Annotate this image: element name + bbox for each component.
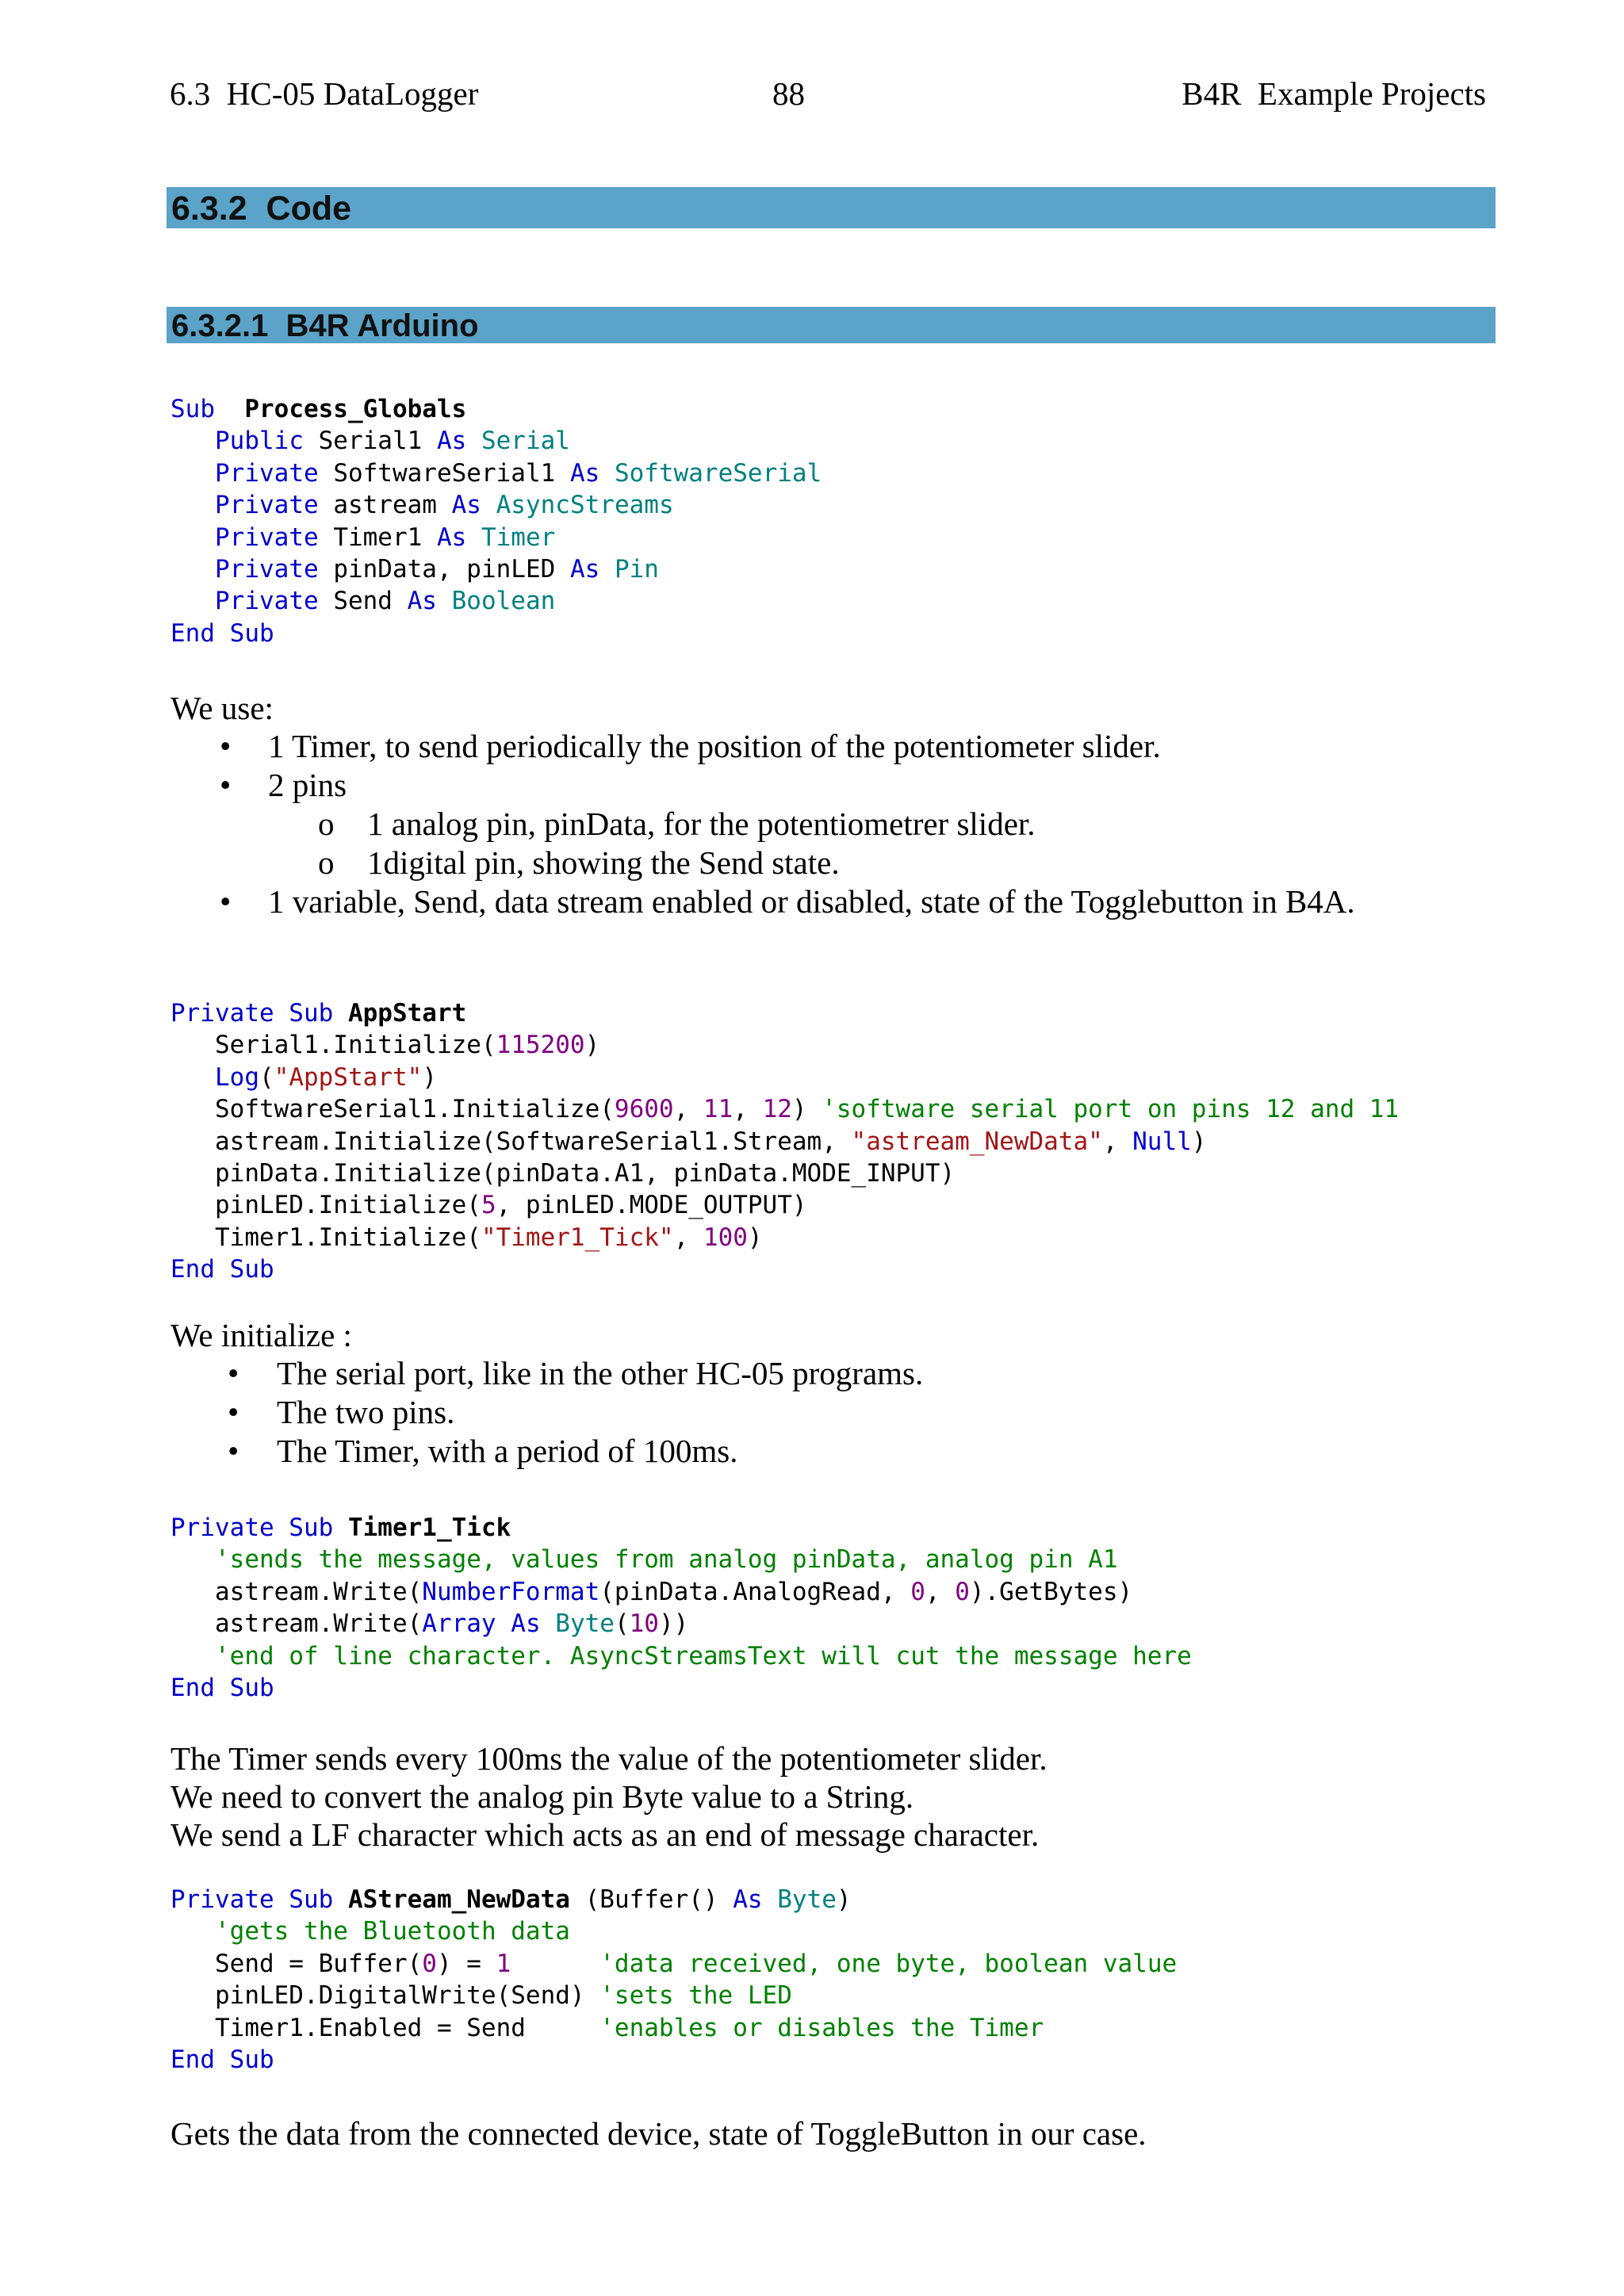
code-token: Process_Globals: [244, 395, 467, 423]
bullet-icon: •: [220, 728, 232, 764]
code-token: Timer1.Initialize(: [170, 1223, 481, 1252]
code-token: AppStart: [347, 999, 467, 1027]
code-token: Array: [422, 1609, 496, 1639]
code-token: AsyncStreams: [496, 491, 674, 520]
code-token: pinLED.DigitalWrite(Send): [170, 1981, 600, 2011]
prose-newdata-explanation: [170, 2114, 1147, 2152]
code-line: [170, 489, 822, 521]
code-token: End Sub: [170, 1673, 274, 1702]
sub-bullet-icon: o: [318, 844, 335, 881]
code-token: SoftwareSerial1: [318, 458, 570, 488]
prose-line: The Timer sends every 100ms the value of the potentiometer slider.: [170, 1740, 1048, 1777]
bullet-text: 2 pins: [268, 767, 347, 803]
code-token: AStream_NewData: [347, 1885, 570, 1914]
code-line: [170, 1512, 1192, 1544]
code-line: [170, 425, 822, 457]
code-token: [496, 1609, 511, 1638]
section-heading-code: 6.3.2 Code: [167, 187, 1496, 228]
prose-line: We need to convert the analog pin Byte value to a String.: [170, 1778, 914, 1815]
code-line: [170, 1672, 1192, 1704]
code-token: Timer1.Enabled = Send: [170, 2013, 600, 2042]
prose-we-initialize: [170, 1316, 924, 1471]
code-token: Log: [215, 1062, 259, 1092]
code-token: 'data received, one byte, boolean value: [599, 1949, 1178, 1978]
header-book-title: B4R Example Projects: [1182, 75, 1486, 112]
bullet-icon: •: [228, 1355, 239, 1391]
code-line: [170, 522, 822, 553]
code-token: 'gets the Bluetooth data: [215, 1917, 570, 1946]
code-token: End Sub: [170, 1255, 274, 1284]
code-token: Byte: [555, 1609, 615, 1639]
code-line: [170, 1093, 1399, 1125]
code-token: NumberFormat: [422, 1577, 600, 1606]
code-token: Private Sub: [170, 1513, 334, 1542]
code-token: 12: [762, 1095, 792, 1124]
code-line: [170, 1253, 1399, 1285]
prose-we-use: [170, 689, 1355, 921]
code-token: (: [259, 1062, 274, 1092]
code-token: Send: [318, 587, 408, 616]
code-line: [170, 393, 822, 425]
code-token: ,: [673, 1223, 703, 1252]
code-token: [333, 999, 348, 1027]
code-token: Private: [215, 587, 319, 616]
sub-bullet-icon: o: [318, 806, 335, 842]
page-header: [170, 75, 1486, 122]
code-token: Pin: [614, 554, 659, 584]
code-token: Timer: [481, 522, 556, 552]
bullet-icon: •: [228, 1433, 239, 1469]
code-token: Private: [215, 554, 319, 584]
code-token: SoftwareSerial1.Initialize(: [170, 1095, 615, 1124]
code-token: SoftwareSerial: [614, 458, 822, 488]
bullet-text: 1 Timer, to send periodically the position of the potentiometer slider.: [268, 728, 1161, 764]
code-token: [170, 427, 215, 455]
code-line: [170, 997, 1399, 1029]
code-line: [170, 1158, 1399, 1189]
code-token: "astream_NewData": [851, 1127, 1103, 1156]
code-token: 1: [496, 1949, 511, 1978]
code-token: ).GetBytes): [969, 1577, 1133, 1606]
code-token: Public: [215, 427, 304, 456]
prose-line: We send a LF character which acts as an end of message character.: [170, 1816, 1040, 1853]
bullet-list: [170, 1354, 924, 1471]
code-block-appstart: [170, 997, 1399, 1286]
code-token: ,: [733, 1095, 763, 1124]
code-token: [333, 1513, 348, 1542]
code-token: 100: [703, 1223, 748, 1252]
code-token: ): [747, 1223, 763, 1252]
code-token: Null: [1132, 1127, 1192, 1156]
code-token: ): [836, 1885, 852, 1914]
code-line: [170, 1948, 1177, 1980]
code-token: astream: [318, 491, 452, 520]
code-token: 'sends the message, values from analog pinData, analog pin A1: [215, 1545, 1118, 1575]
header-section-title: 6.3 HC-05 DataLogger: [170, 75, 479, 112]
code-token: ): [1191, 1127, 1207, 1156]
code-token: Private: [215, 522, 319, 552]
bullet-item: [170, 805, 1036, 844]
code-line: [170, 457, 822, 489]
bullet-text: 1 analog pin, pinData, for the potentiometrer slider.: [367, 806, 1036, 842]
code-token: 'end of line character. AsyncStreamsText will cut the message here: [215, 1641, 1192, 1670]
bullet-icon: •: [220, 883, 232, 920]
code-token: [541, 1609, 556, 1638]
code-token: Private: [215, 458, 319, 488]
code-line: [170, 1915, 1177, 1947]
code-token: ): [791, 1095, 822, 1124]
code-token: 10: [629, 1609, 659, 1639]
code-token: ): [422, 1062, 437, 1092]
bullet-item: [170, 1432, 738, 1471]
code-token: ,: [673, 1095, 703, 1124]
bullet-icon: •: [228, 1394, 239, 1430]
code-token: [170, 523, 215, 552]
code-line: [170, 1544, 1192, 1575]
bullet-text: The serial port, like in the other HC-05 programs.: [277, 1355, 924, 1391]
code-token: "Timer1_Tick": [481, 1223, 674, 1252]
code-block-astream-newdata: [170, 1884, 1177, 2076]
code-line: [170, 1980, 1177, 2011]
code-token: [599, 459, 615, 488]
bullet-list: [170, 727, 1355, 921]
code-line: [170, 1884, 1177, 1915]
code-token: [466, 427, 481, 455]
code-token: [170, 555, 215, 584]
code-line: [170, 1126, 1399, 1158]
code-block-timer1-tick: [170, 1512, 1192, 1704]
prose-timer-explanation: [170, 1739, 1048, 1854]
code-token: astream.Write(: [170, 1577, 423, 1606]
code-token: [599, 555, 615, 584]
code-line: [170, 1608, 1192, 1640]
code-token: Private: [215, 491, 319, 520]
code-token: 5: [481, 1191, 496, 1220]
code-token: (: [614, 1609, 630, 1639]
code-line: [170, 1062, 1399, 1093]
code-token: pinLED.Initialize(: [170, 1191, 481, 1220]
code-block-process-globals: [170, 393, 822, 649]
prose-intro: We use:: [170, 690, 274, 726]
code-token: [437, 587, 452, 615]
code-token: End Sub: [170, 618, 274, 648]
code-token: 0: [910, 1577, 925, 1606]
code-token: astream.Write(: [170, 1609, 423, 1639]
code-token: [170, 587, 215, 615]
code-token: Private Sub: [170, 1885, 334, 1914]
code-token: pinData, pinLED: [318, 554, 570, 584]
code-token: 115200: [496, 1031, 585, 1060]
code-token: [170, 1917, 215, 1946]
code-token: Timer1: [318, 522, 437, 552]
code-token: 11: [703, 1095, 733, 1124]
code-token: As: [407, 587, 437, 616]
code-token: astream.Initialize(SoftwareSerial1.Stream,: [170, 1127, 852, 1156]
bullet-item: [170, 727, 1161, 766]
code-token: 'software serial port on pins 12 and 11: [822, 1095, 1400, 1124]
code-token: As: [569, 554, 600, 584]
code-token: ) =: [436, 1949, 496, 1978]
code-token: ,: [925, 1577, 956, 1606]
bullet-icon: •: [220, 767, 232, 803]
code-token: Send = Buffer(: [170, 1949, 423, 1978]
code-token: As: [569, 458, 600, 488]
code-token: Serial1.Initialize(: [170, 1031, 496, 1060]
bullet-item: [170, 766, 347, 805]
code-token: "AppStart": [274, 1062, 423, 1092]
code-line: [170, 553, 822, 585]
code-token: Boolean: [451, 587, 556, 616]
code-line: [170, 585, 822, 617]
bullet-text: 1 variable, Send, data stream enabled or disabled, state of the Togglebutton in B4A.: [268, 883, 1355, 920]
prose-intro: We initialize :: [170, 1317, 352, 1353]
bullet-item: [170, 1393, 455, 1432]
subsection-heading-b4r-arduino: 6.3.2.1 B4R Arduino: [167, 307, 1496, 343]
code-token: [170, 1063, 215, 1092]
code-token: 'sets the LED: [599, 1981, 792, 2011]
code-token: [215, 395, 244, 423]
code-token: 0: [422, 1949, 437, 1978]
bullet-item: [170, 1354, 924, 1393]
code-token: [466, 523, 481, 552]
code-token: (Buffer(): [569, 1885, 733, 1914]
code-line: [170, 1189, 1399, 1221]
header-page-number: 88: [772, 75, 805, 112]
code-token: Timer1_Tick: [347, 1513, 511, 1542]
code-token: End Sub: [170, 2045, 274, 2074]
bullet-text: 1digital pin, showing the Send state.: [367, 844, 840, 881]
code-token: pinData.Initialize(pinData.A1, pinData.MODE_INPUT): [170, 1158, 956, 1188]
bullet-text: The two pins.: [277, 1394, 455, 1430]
code-token: Private Sub: [170, 999, 334, 1027]
code-token: ): [584, 1031, 600, 1060]
code-line: [170, 1222, 1399, 1253]
code-token: [481, 491, 496, 519]
code-line: [170, 1640, 1192, 1672]
code-token: Serial: [481, 427, 570, 456]
code-token: [170, 1545, 215, 1574]
code-token: [170, 491, 215, 519]
bullet-item: [170, 844, 840, 882]
code-token: [170, 1642, 215, 1670]
code-token: , pinLED.MODE_OUTPUT): [496, 1191, 807, 1220]
code-line: [170, 1029, 1399, 1061]
code-line: [170, 618, 822, 649]
code-token: As: [436, 427, 467, 456]
code-token: As: [451, 491, 481, 520]
code-line: [170, 2012, 1177, 2044]
code-token: 9600: [614, 1095, 674, 1124]
code-token: ,: [1102, 1127, 1133, 1156]
code-token: )): [658, 1609, 689, 1639]
code-token: [511, 1950, 599, 1978]
code-token: 'enables or disables the Timer: [599, 2013, 1044, 2042]
code-token: 0: [955, 1577, 970, 1606]
code-token: Sub: [170, 395, 215, 423]
code-token: [763, 1885, 778, 1914]
code-line: [170, 1576, 1192, 1608]
bullet-item: [170, 882, 1355, 921]
bullet-text: The Timer, with a period of 100ms.: [277, 1433, 738, 1469]
code-token: (pinData.AnalogRead,: [599, 1577, 911, 1606]
code-line: [170, 2044, 1177, 2076]
code-token: As: [733, 1885, 763, 1914]
code-token: Serial1: [303, 427, 437, 456]
code-token: Byte: [777, 1885, 837, 1914]
code-token: As: [436, 522, 467, 552]
code-token: [333, 1885, 348, 1914]
code-token: As: [511, 1609, 541, 1639]
prose-line: Gets the data from the connected device, state of ToggleButton in our case.: [170, 2115, 1147, 2152]
code-token: [170, 459, 215, 488]
